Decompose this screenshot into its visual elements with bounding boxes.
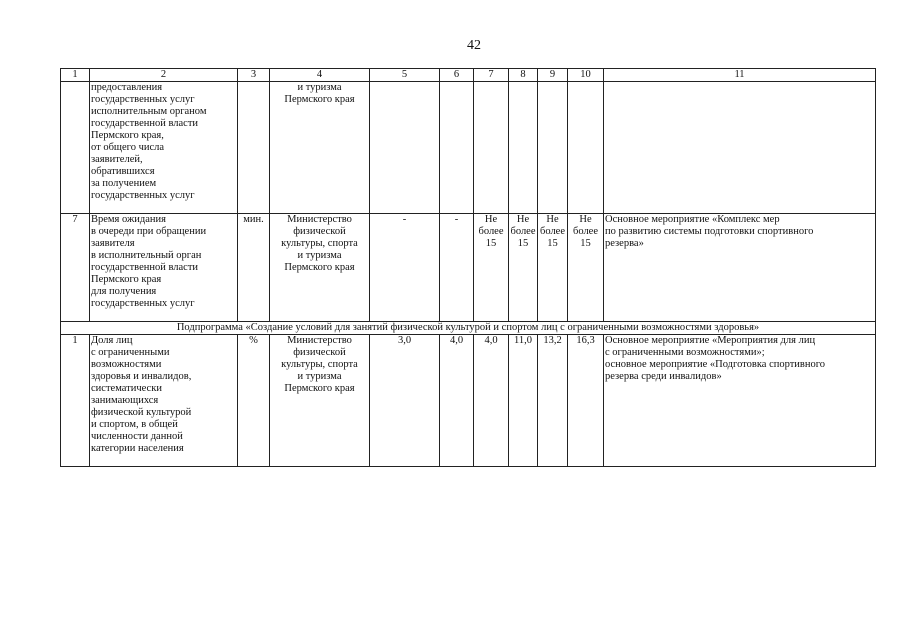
value-cell: Не более 15 bbox=[568, 214, 604, 322]
executor-cell: Министерство физической культуры, спорта и туризма Пермского края bbox=[270, 214, 370, 322]
column-header: 10 bbox=[568, 69, 604, 82]
value-cell: 11,0 bbox=[509, 335, 538, 467]
column-header: 4 bbox=[270, 69, 370, 82]
subprogram-title: Подпрограмма «Создание условий для занятий физической культурой и спортом лиц с ограниченными возможностями здоровья» bbox=[61, 322, 876, 335]
value-cell bbox=[509, 82, 538, 214]
indicator-name: Время ожидания в очереди при обращении заявителя в исполнительный орган государственной власти Пермского края для получения государственных услуг bbox=[90, 214, 238, 322]
column-header: 2 bbox=[90, 69, 238, 82]
column-header: 9 bbox=[538, 69, 568, 82]
value-cell: 13,2 bbox=[538, 335, 568, 467]
column-header: 1 bbox=[61, 69, 90, 82]
executor-cell: и туризма Пермского края bbox=[270, 82, 370, 214]
row-number: 7 bbox=[61, 214, 90, 322]
column-header: 8 bbox=[509, 69, 538, 82]
table-row bbox=[61, 214, 876, 322]
value-cell bbox=[568, 82, 604, 214]
column-header: 7 bbox=[474, 69, 509, 82]
value-cell: 4,0 bbox=[474, 335, 509, 467]
measures-cell bbox=[604, 82, 876, 214]
value-cell: - bbox=[370, 214, 440, 322]
column-numbers-row bbox=[61, 69, 876, 82]
value-cell bbox=[370, 82, 440, 214]
column-header: 3 bbox=[238, 69, 270, 82]
indicator-name: предоставления государственных услуг исполнительным органом государственной власти Пермского края, от общего числа заявителей, обратившихся за получением государственных услуг bbox=[90, 82, 238, 214]
value-cell: 4,0 bbox=[440, 335, 474, 467]
unit-cell bbox=[238, 82, 270, 214]
value-cell bbox=[474, 82, 509, 214]
value-cell: 3,0 bbox=[370, 335, 440, 467]
value-cell: 16,3 bbox=[568, 335, 604, 467]
value-cell: - bbox=[440, 214, 474, 322]
table-row bbox=[61, 335, 876, 467]
executor-cell: Министерство физической культуры, спорта и туризма Пермского края bbox=[270, 335, 370, 467]
indicator-name: Доля лиц с ограниченными возможностями здоровья и инвалидов, систематически занимающихся физической культурой и спортом, в общей численности данной категории населения bbox=[90, 335, 238, 467]
value-cell: Не более 15 bbox=[509, 214, 538, 322]
unit-cell: мин. bbox=[238, 214, 270, 322]
row-number: 1 bbox=[61, 335, 90, 467]
column-header: 11 bbox=[604, 69, 876, 82]
measures-cell: Основное мероприятие «Комплекс мер по развитию системы подготовки спортивного резерва» bbox=[604, 214, 876, 322]
value-cell: Не более 15 bbox=[538, 214, 568, 322]
measures-cell: Основное мероприятие «Мероприятия для лиц с ограниченными возможностями»; основное мероприятие «Подготовка спортивного резерва среди инвалидов» bbox=[604, 335, 876, 467]
subprogram-row bbox=[61, 322, 876, 335]
column-header: 5 bbox=[370, 69, 440, 82]
unit-cell: % bbox=[238, 335, 270, 467]
value-cell bbox=[538, 82, 568, 214]
page-number: 42 bbox=[467, 38, 481, 53]
column-header: 6 bbox=[440, 69, 474, 82]
indicators-table bbox=[60, 68, 876, 467]
table-row bbox=[61, 82, 876, 214]
value-cell: Не более 15 bbox=[474, 214, 509, 322]
row-number bbox=[61, 82, 90, 214]
value-cell bbox=[440, 82, 474, 214]
